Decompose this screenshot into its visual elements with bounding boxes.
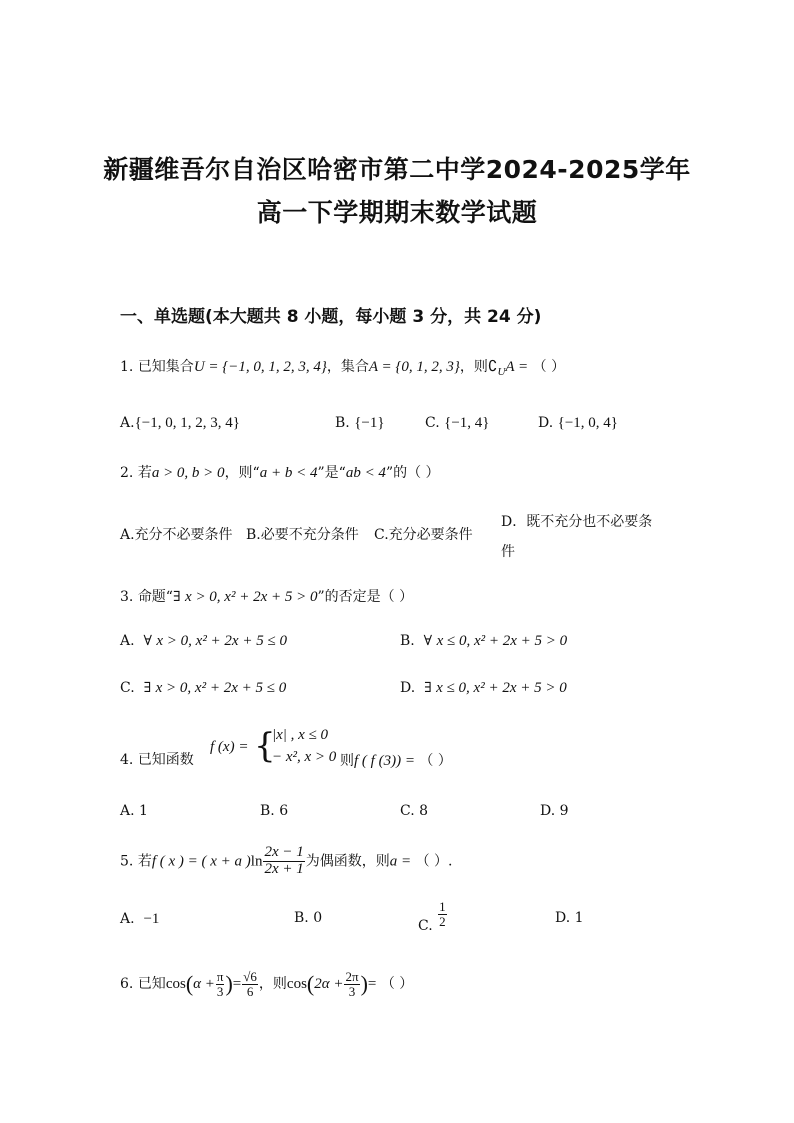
question-2 bbox=[120, 464, 440, 482]
option-d-line2: 件 bbox=[501, 544, 515, 560]
math-fraction bbox=[216, 970, 225, 998]
question-text: 已知 bbox=[137, 976, 166, 993]
option-a bbox=[120, 910, 159, 928]
answer-blank: （ ） bbox=[380, 976, 414, 993]
quantifier-symbol: ∃ bbox=[143, 680, 152, 696]
option-label: B. bbox=[400, 633, 415, 649]
fraction-denominator: 3 bbox=[348, 983, 356, 999]
math-cos: cos bbox=[286, 976, 307, 993]
option-c bbox=[418, 900, 448, 935]
page-title-line2: 高一下学期期末数学试题 bbox=[256, 198, 538, 227]
question-number: 6. bbox=[120, 976, 134, 993]
math-fraction bbox=[263, 845, 304, 878]
right-paren-icon: ) bbox=[225, 970, 233, 996]
fraction-denominator: 2 bbox=[439, 913, 446, 929]
question-number: 5. bbox=[120, 853, 134, 870]
option-label: D. bbox=[538, 415, 554, 431]
question-text: ”的（ ） bbox=[385, 465, 440, 481]
option-label: B. bbox=[335, 415, 350, 431]
option-value: x > 0, x² + 2x + 5 ≤ 0 bbox=[156, 633, 287, 649]
option-c bbox=[425, 414, 489, 432]
option-b: B.必要不充分条件 bbox=[246, 527, 359, 543]
option-b: B. 6 bbox=[260, 803, 289, 819]
question-text: 则 bbox=[340, 753, 354, 769]
option-value: {−1, 0, 1, 2, 3, 4} bbox=[134, 415, 240, 431]
math-set-a: A = {0, 1, 2, 3} bbox=[368, 359, 460, 375]
option-b bbox=[400, 632, 567, 650]
option-d-line1: D．既不充分也不必要条 bbox=[501, 514, 653, 530]
left-brace-icon: { bbox=[254, 726, 276, 766]
question-6 bbox=[120, 970, 413, 998]
math-ffx: f ( f (3)) = bbox=[354, 753, 415, 769]
option-d: D. 9 bbox=[540, 803, 569, 819]
answer-blank: （ ） bbox=[419, 753, 452, 769]
complement-symbol: ∁ bbox=[487, 359, 498, 375]
option-value: {−1} bbox=[354, 415, 385, 431]
quantifier-symbol: ∀ bbox=[143, 633, 152, 649]
math-argument: α + bbox=[193, 976, 215, 993]
option-value: −1 bbox=[143, 911, 160, 927]
math-a: a = bbox=[389, 853, 412, 870]
question-text: 若 bbox=[137, 465, 152, 481]
question-1 bbox=[120, 358, 565, 379]
math-condition: a > 0, b > 0 bbox=[151, 465, 225, 481]
right-paren-icon: ) bbox=[360, 970, 368, 996]
fraction-numerator: 2x − 1 bbox=[264, 844, 304, 860]
question-number: 4. bbox=[120, 752, 134, 768]
option-d bbox=[538, 414, 618, 432]
fraction-denominator: 2x + 1 bbox=[264, 860, 304, 877]
option-label: C. bbox=[418, 918, 433, 935]
option-a: A. 1 bbox=[120, 803, 148, 819]
math-fraction bbox=[344, 970, 359, 998]
option-a bbox=[120, 632, 287, 650]
option-c bbox=[120, 679, 286, 697]
question-text: 命题“∃ bbox=[137, 589, 181, 605]
question-text: ，则“ bbox=[224, 465, 260, 481]
question-text: ，则 bbox=[258, 976, 287, 993]
option-d: D. 1 bbox=[555, 910, 584, 926]
math-equals: = bbox=[367, 976, 377, 993]
left-paren-icon: ( bbox=[185, 970, 194, 996]
math-argument: 2α + bbox=[314, 976, 344, 993]
math-q: ab < 4 bbox=[345, 465, 386, 481]
question-text: 已知函数 bbox=[137, 752, 194, 768]
answer-blank: （ ） bbox=[532, 359, 566, 375]
math-set-u: U = {−1, 0, 1, 2, 3, 4} bbox=[193, 359, 327, 375]
fraction-numerator: 1 bbox=[439, 899, 446, 914]
question-text: 为偶函数，则 bbox=[305, 853, 390, 870]
option-b bbox=[335, 414, 385, 432]
math-p: a + b < 4 bbox=[259, 465, 318, 481]
option-c: C.充分必要条件 bbox=[374, 527, 473, 543]
question-text: ，则 bbox=[459, 359, 488, 375]
question-4-prefix bbox=[120, 752, 194, 769]
option-a bbox=[120, 414, 240, 432]
option-label: C. bbox=[425, 415, 440, 431]
math-cos: cos bbox=[165, 976, 186, 993]
option-value: {−1, 0, 4} bbox=[557, 415, 618, 431]
piecewise-case-1: |x| , x ≤ 0 bbox=[272, 727, 329, 743]
math-complement-a: A = bbox=[505, 359, 529, 375]
question-text: ”是“ bbox=[317, 465, 346, 481]
question-number: 3. bbox=[120, 589, 134, 605]
math-fraction bbox=[242, 970, 258, 998]
option-label: C. bbox=[120, 680, 135, 696]
option-label: A. bbox=[120, 415, 135, 431]
complement-subscript: U bbox=[497, 365, 506, 378]
math-ln: ln bbox=[250, 853, 263, 870]
quantifier-symbol: ∀ bbox=[423, 633, 433, 649]
option-value: x > 0, x² + 2x + 5 ≤ 0 bbox=[155, 680, 287, 696]
fraction-numerator: 2π bbox=[345, 969, 359, 984]
piecewise-function bbox=[210, 727, 340, 773]
left-paren-icon: ( bbox=[306, 970, 315, 996]
fraction-numerator: π bbox=[216, 969, 224, 984]
fraction-numerator: √6 bbox=[243, 969, 257, 984]
option-value: {−1, 4} bbox=[444, 415, 490, 431]
math-expression: x > 0, x² + 2x + 5 > 0 bbox=[185, 589, 318, 605]
math-equals: = bbox=[232, 976, 242, 993]
quantifier-symbol: ∃ bbox=[424, 680, 432, 696]
question-5 bbox=[120, 845, 452, 878]
option-b: B. 0 bbox=[294, 910, 323, 926]
fraction-denominator: 3 bbox=[216, 983, 224, 999]
answer-blank: （ ）. bbox=[415, 853, 453, 870]
question-number: 1. bbox=[120, 359, 134, 375]
option-label: A. bbox=[120, 911, 135, 927]
math-fraction bbox=[438, 900, 447, 928]
question-4-suffix bbox=[340, 752, 452, 770]
option-d bbox=[400, 679, 567, 697]
question-3 bbox=[120, 588, 413, 606]
question-text: ”的否定是（ ） bbox=[317, 589, 414, 605]
question-text: 若 bbox=[137, 853, 152, 870]
piecewise-case-2: − x², x > 0 bbox=[272, 749, 337, 765]
option-c: C. 8 bbox=[400, 803, 429, 819]
option-value: x ≤ 0, x² + 2x + 5 > 0 bbox=[436, 633, 568, 649]
option-a: A.充分不必要条件 bbox=[120, 527, 233, 543]
question-text: ，集合 bbox=[326, 359, 369, 375]
section-heading: 一、单选题(本大题共 8 小题，每小题 3 分，共 24 分) bbox=[120, 307, 542, 327]
fraction-denominator: 6 bbox=[246, 983, 254, 999]
question-text: 已知集合 bbox=[137, 359, 194, 375]
question-number: 2. bbox=[120, 465, 134, 481]
page-title-line1: 新疆维吾尔自治区哈密市第二中学2024-2025学年 bbox=[103, 155, 691, 184]
math-fx: f (x) = bbox=[210, 739, 249, 755]
option-value: x ≤ 0, x² + 2x + 5 > 0 bbox=[436, 680, 567, 696]
option-label: A. bbox=[120, 633, 135, 649]
option-label: D. bbox=[400, 680, 416, 696]
math-fx: f ( x ) = ( x + a ) bbox=[151, 853, 251, 870]
